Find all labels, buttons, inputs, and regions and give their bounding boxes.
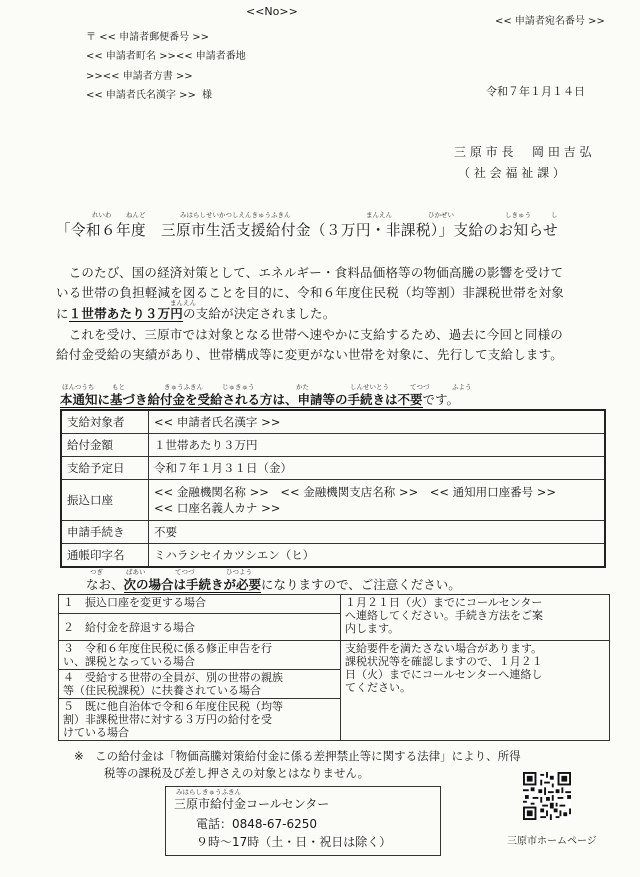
case-note: １月２１日（火）までにコールセンター へ連絡してください。手続き方法をご案 内します。 — [341, 595, 610, 641]
table-row — [61, 521, 605, 544]
paragraph-line: いる世帯の負担軽減を図ることを目的に、令和６年度住民税（均等割）非課税世帯を対象 — [56, 285, 565, 300]
table-value: 不要 — [149, 521, 606, 544]
case-ruby: てつづ — [175, 568, 195, 576]
sender-department: （ 社 会 福 祉 課 ） — [458, 166, 565, 180]
case-note: 支給要件を満たさない場合があります。 課税状況等を確認しますので、１月２１ 日（火）までにコールセンターへ連絡し てください。 — [341, 641, 610, 741]
table-row — [61, 544, 605, 568]
addressee-number: << 申請者宛名番号 >> — [495, 16, 605, 27]
table-label: 振込口座 — [61, 480, 149, 521]
call-center-hours: ９時～17時（土・日・祝日は除く） — [196, 835, 392, 849]
call-center-box — [165, 786, 441, 856]
case-item: ４ 受給する世帯の全員が、別の世帯の親族 等（住民税課税）に扶養されている場合 — [59, 670, 341, 699]
document-number-mark: <<No>> — [246, 5, 298, 18]
table-value: << 申請者氏名漢字 >> — [149, 410, 606, 434]
homepage-label: 三原市ホームページ — [507, 836, 597, 847]
notice-ruby: ほんつうち — [62, 383, 95, 391]
notice-ruby: かた — [296, 383, 309, 391]
table-row — [61, 457, 605, 480]
paragraph-line: 給付金受給の実績があり、世帯構成等に変更がない世帯を対象に、先行して支給します。 — [56, 347, 564, 362]
footnote-line: ※ この給付金は「物価高騰対策給付金に係る差押禁止等に関する法律」により、所得 — [74, 749, 521, 763]
call-center-title: 三原市給付金コールセンター — [174, 797, 330, 811]
honorific: 様 — [202, 90, 212, 101]
issue-date: 令和７年１月１４日 — [486, 85, 585, 98]
call-center-phone: 電話：0848-67-6250 — [196, 817, 318, 831]
table-row — [59, 595, 610, 614]
case-item: ２ 給付金を辞退する場合 — [59, 614, 341, 641]
table-value: 令和７年１月３１日（金） — [149, 457, 606, 480]
case-item: １ 振込口座を変更する場合 — [59, 595, 341, 614]
postal-code: 〒 << 申請者郵便番号 >> — [86, 32, 210, 43]
table-row — [61, 480, 605, 521]
title-ruby: まんえん — [366, 211, 392, 219]
address-town: << 申請者町名 >><< 申請者番地 — [86, 51, 246, 62]
notice-ruby: しんせいとう — [350, 383, 389, 391]
table-label: 給付金額 — [61, 434, 149, 457]
table-label: 通帳印字名 — [61, 544, 149, 568]
procedure-cases-table — [58, 594, 610, 741]
table-label: 支給予定日 — [61, 457, 149, 480]
address-care-of: >><< 申請者方書 >> — [86, 71, 193, 82]
table-row — [59, 641, 610, 670]
title-ruby: みはらしせいかつしえんきゅうふきん — [180, 211, 291, 219]
qr-code-icon[interactable] — [523, 772, 571, 820]
title-ruby: ひかぜい — [428, 211, 454, 219]
paragraph-line: これを受け、三原市では対象となる世帯へ速やかに支給するため、過去に今回と同様の — [56, 327, 564, 342]
notice-ruby: ふよう — [452, 383, 472, 391]
sender-name: 岡 田 吉 弘 — [532, 145, 592, 159]
table-value: １世帯あたり３万円 — [149, 434, 606, 457]
title-ruby: れいわ — [92, 211, 112, 219]
paragraph-line: このたび、国の経済対策として、エネルギー・食料品価格等の物価高騰の影響を受けて — [56, 265, 564, 280]
table-label: 支給対象者 — [61, 410, 149, 434]
call-center-ruby: みはらしきゅうふきん — [176, 788, 241, 796]
amount-ruby: まんえん — [170, 299, 196, 307]
table-row — [61, 410, 605, 434]
paragraph-line: に１世帯あたり３万円の支給が決定されました。 — [56, 306, 336, 321]
case-item: ５ 既に他自治体で令和６年度住民税（均等 割）非課税世帯に対する３万円の給付を受 けている場合 — [59, 699, 341, 741]
title-ruby: ねんど — [126, 211, 146, 219]
table-value: << 金融機関名称 >> << 金融機関支店名称 >> << 通知用口座番号 >> << 口座名義人カナ >> — [149, 480, 606, 521]
payment-info-table — [60, 409, 606, 568]
notice-ruby: じゅきゅう — [222, 383, 255, 391]
notice-ruby: もと — [112, 383, 125, 391]
sender-title: 三 原 市 長 — [454, 145, 514, 159]
footnote-line: 税等の課税及び差し押さえの対象とはなりません。 — [104, 766, 370, 780]
title-ruby: し — [551, 211, 558, 219]
recipient-name: << 申請者氏名漢字 >> — [86, 90, 196, 101]
case-ruby: つぎ — [90, 568, 103, 576]
case-ruby: ひつよう — [226, 568, 252, 576]
case-intro: なお、次の場合は手続きが必要になりますので、ご注意ください。 — [86, 577, 461, 592]
table-value: ミハラシセイカツシエン（ヒ） — [149, 544, 606, 568]
page-title: 「令和６年度 三原市生活支援給付金（３万円・非課税）」支給のお知らせ — [56, 222, 559, 239]
emphasized-amount: １世帯あたり３万円 — [68, 306, 184, 321]
notice-ruby: てつづ — [410, 383, 430, 391]
title-ruby: しきゅう — [505, 211, 531, 219]
table-row — [61, 434, 605, 457]
case-ruby: ばあい — [126, 568, 146, 576]
no-application-notice: 本通知に基づき給付金を受給される方は、申請等の手続きは不要です。 — [60, 392, 460, 407]
case-item: ３ 令和６年度住民税に係る修正申告を行 い、課税となっている場合 — [59, 641, 341, 670]
table-label: 申請手続き — [61, 521, 149, 544]
notice-ruby: きゅうふきん — [164, 383, 203, 391]
